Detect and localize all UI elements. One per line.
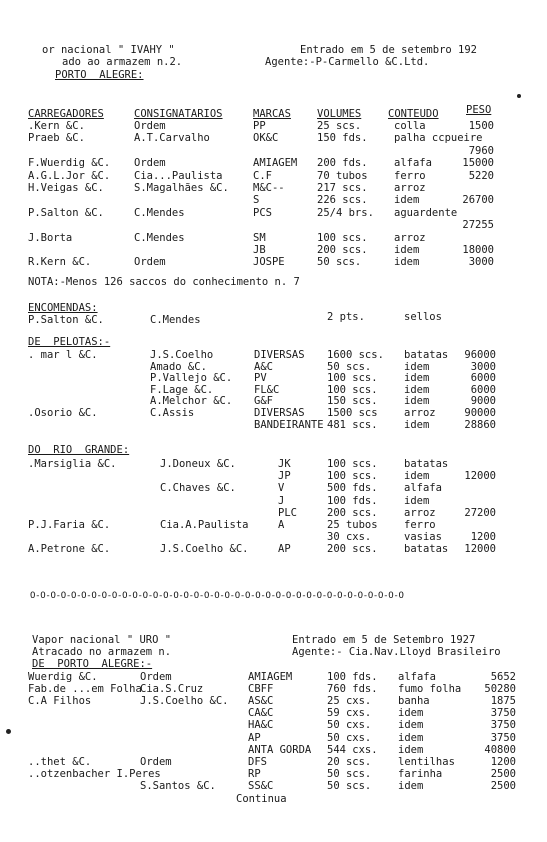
cell-volume: 70 tubos <box>317 169 368 182</box>
cell-content: arroz <box>404 506 436 519</box>
col-volumes: VOLUMES <box>317 108 362 120</box>
cell-consignee: S.Magalhães &C. <box>134 182 229 194</box>
cell-volume: 30 cxs. <box>327 531 372 544</box>
cell-consignee: Ordem <box>134 120 166 132</box>
continua-label: Continua <box>236 793 287 805</box>
cell-content: arroz <box>394 231 426 244</box>
cell-consignee: Ordem <box>140 671 172 683</box>
cell-content: vasias <box>404 531 442 544</box>
cell-shipper: .Kern &C. <box>28 120 85 132</box>
berth-line: ado ao armazem n.2. <box>62 56 183 68</box>
cell-content: arroz <box>404 407 436 419</box>
cell-content: idem <box>394 244 420 256</box>
cell-weight: 12000 <box>464 543 496 556</box>
cell-weight: 3000 <box>468 256 494 269</box>
cell-weight: 3750 <box>490 719 516 732</box>
cell-volume: 544 cxs. <box>327 743 378 756</box>
cell-volume: 50 cxs. <box>327 719 372 732</box>
cell-weight: 3750 <box>490 707 516 720</box>
cell-weight: 28860 <box>464 418 496 431</box>
cell-volume: 100 scs. <box>327 458 378 470</box>
cell-content: idem <box>404 470 430 483</box>
cell-consignee: J.Doneux &C. <box>160 458 236 470</box>
cell-volume: 50 scs. <box>327 360 372 373</box>
cell-mark: HA&C <box>248 719 274 732</box>
cell-shipper: ..thet &C. <box>28 755 92 768</box>
entry-date: Entrado em 5 de setembro 192 <box>300 44 478 56</box>
cell-volume: 150 scs. <box>327 395 378 408</box>
cell-weight: 2500 <box>490 779 516 792</box>
cell-consignee: S.Santos &C. <box>140 779 216 792</box>
cell-volume: 226 scs. <box>317 194 368 207</box>
cell-mark: DIVERSAS <box>254 407 305 419</box>
cell-shipper: .Marsiglia &C. <box>28 458 117 470</box>
origin-heading: PORTO ALEGRE: <box>55 69 144 81</box>
cell-weight: 2500 <box>490 767 516 780</box>
cell-weight: 15000 <box>462 157 494 170</box>
cell-content: batatas <box>404 458 449 470</box>
cell-content: alfafa <box>404 482 442 495</box>
encomendas-shipper: P.Salton &C. <box>28 314 104 326</box>
cell-mark: PCS <box>253 206 272 219</box>
cell-shipper: P.J.Faria &C. <box>28 519 111 531</box>
cell-consignee: Cia.S.Cruz <box>140 683 204 696</box>
cell-mark: RP <box>248 767 261 780</box>
cell-weight: 40800 <box>484 743 516 756</box>
cell-volume: 50 scs. <box>327 767 372 780</box>
cell-mark: JOSPE <box>253 256 285 269</box>
cell-consignee: J.S.Coelho &C. <box>140 695 229 708</box>
cell-volume: 25/4 brs. <box>317 206 374 219</box>
cell-consignee: Amado &C. <box>150 360 207 373</box>
entry-date-2: Entrado em 5 de Setembro 1927 <box>292 634 476 646</box>
cell-weight: 3750 <box>490 731 516 744</box>
cell-volume: 50 cxs. <box>327 731 372 744</box>
cell-mark: A <box>278 519 285 531</box>
cell-consignee: A.Melchor &C. <box>150 395 233 408</box>
cell-volume: 1500 scs <box>327 407 378 419</box>
cell-weight: 7960 <box>468 144 494 157</box>
cell-content: idem <box>398 719 424 732</box>
cell-mark: CBFF <box>248 683 274 696</box>
cell-weight: 1200 <box>470 531 496 544</box>
cell-shipper: Fab.de ...em Folha <box>28 683 142 696</box>
cell-weight: 6000 <box>470 383 496 396</box>
cell-volume: 200 scs. <box>317 244 368 256</box>
cell-weight: 27255 <box>462 219 494 232</box>
cell-content: idem <box>404 418 430 431</box>
cell-shipper: Praeb &C. <box>28 132 85 145</box>
cell-weight: 27200 <box>464 506 496 519</box>
cell-weight: 5652 <box>490 671 516 683</box>
cell-content: idem <box>404 360 430 373</box>
col-shippers: CARREGADORES <box>28 108 104 120</box>
cell-consignee: Cia.A.Paulista <box>160 519 249 531</box>
cell-mark: AMIAGEM <box>253 157 298 170</box>
cell-volume: 481 scs. <box>327 418 378 431</box>
cell-content: banha <box>398 695 430 708</box>
cell-shipper: A.Petrone &C. <box>28 543 111 556</box>
cell-mark: A&C <box>254 360 273 373</box>
cell-shipper: A.G.L.Jor &C. <box>28 169 111 182</box>
cell-shipper: C.A Filhos <box>28 695 92 708</box>
cell-content: palha ccpueire <box>394 132 483 145</box>
cell-mark: FL&C <box>254 383 280 396</box>
cell-mark: SM <box>253 231 266 244</box>
cell-consignee: Ordem <box>140 755 172 768</box>
cell-mark: M&C-- <box>253 182 285 194</box>
agent-line-2: Agente:- Cia.Nav.Lloyd Brasileiro <box>292 646 501 658</box>
encomendas-volume: 2 pts. <box>327 311 365 323</box>
cell-volume: 25 cxs. <box>327 695 372 708</box>
cell-mark: PLC <box>278 506 297 519</box>
cell-volume: 200 scs. <box>327 543 378 556</box>
cell-shipper: Wuerdig &C. <box>28 671 98 683</box>
cell-volume: 100 scs. <box>317 231 368 244</box>
cell-weight: 5220 <box>468 169 494 182</box>
cell-content: idem <box>398 731 424 744</box>
cell-content: idem <box>394 194 420 207</box>
cell-consignee: F.Lage &C. <box>150 383 214 396</box>
cell-consignee: P.Vallejo &C. <box>150 372 233 385</box>
cell-volume: 25 scs. <box>317 120 362 132</box>
cell-volume: 1600 scs. <box>327 349 384 361</box>
cell-mark: PP <box>253 120 266 132</box>
encomendas-heading: ENCOMENDAS: <box>28 302 98 314</box>
cell-content: batatas <box>404 349 449 361</box>
cell-mark: AP <box>278 543 291 556</box>
col-marks: MARCAS <box>253 108 291 120</box>
note-line: NOTA:-Menos 126 saccos do conhecimento n. 7 <box>28 276 300 288</box>
cell-weight: 9000 <box>470 395 496 408</box>
ink-dot <box>517 94 521 98</box>
cell-content: idem <box>404 494 430 507</box>
cell-shipper: . mar l &C. <box>28 349 98 361</box>
cell-content: farinha <box>398 767 443 780</box>
cell-consignee: Ordem <box>134 256 166 269</box>
cell-consignee: C.Mendes <box>134 206 185 219</box>
encomendas-consignee: C.Mendes <box>150 314 201 326</box>
vessel-name: or nacional " IVAHY " <box>42 44 175 56</box>
vessel-name-2: Vapor nacional " URO " <box>32 634 172 646</box>
cell-content: ferro <box>394 169 426 182</box>
cell-mark: JB <box>253 244 266 256</box>
cell-weight: 90000 <box>464 407 496 419</box>
cell-volume: 100 fds. <box>327 494 378 507</box>
cell-shipper: .Osorio &C. <box>28 407 98 419</box>
cell-mark: G&F <box>254 395 273 408</box>
cell-volume: 200 scs. <box>327 506 378 519</box>
cell-mark: ANTA GORDA <box>248 743 312 756</box>
cell-content: idem <box>404 395 430 408</box>
cell-weight: 50280 <box>484 683 516 696</box>
cell-shipper: H.Veigas &C. <box>28 182 104 194</box>
cell-consignee: J.S.Coelho &C. <box>160 543 249 556</box>
berth-line-2: Atracado no armazem n. <box>32 646 172 658</box>
cell-volume: 760 fds. <box>327 683 378 696</box>
cell-mark: AS&C <box>248 695 274 708</box>
cell-mark: J <box>278 494 285 507</box>
cell-mark: JK <box>278 458 291 470</box>
cell-content: idem <box>398 707 424 720</box>
cell-consignee: A.T.Carvalho <box>134 132 210 145</box>
cell-weight: 3000 <box>470 360 496 373</box>
cell-content: idem <box>404 372 430 385</box>
cell-mark: BANDEIRANTE <box>254 418 324 431</box>
cell-mark: OK&C <box>253 132 279 145</box>
cell-weight: 26700 <box>462 194 494 207</box>
cell-shipper: J.Borta <box>28 231 73 244</box>
cell-volume: 100 scs. <box>327 383 378 396</box>
cell-content: idem <box>404 383 430 396</box>
encomendas-content: sellos <box>404 311 442 323</box>
separator-line: O-O-O-O-O-O-O-O-O-O-O-O-O-O-O-O-O-O-O-O-O-O-O-O-O-O-O-O-O-O-O-O-O-O-O-O-O <box>30 591 404 601</box>
cell-weight: 18000 <box>462 244 494 256</box>
cell-weight: 1875 <box>490 695 516 708</box>
col-consignees: CONSIGNATARIOS <box>134 108 223 120</box>
cell-weight: 96000 <box>464 349 496 361</box>
cell-content: idem <box>398 743 424 756</box>
cell-consignee: Cia...Paulista <box>134 169 223 182</box>
cell-content: alfafa <box>398 671 436 683</box>
cell-volume: 500 fds. <box>327 482 378 495</box>
cell-volume: 20 scs. <box>327 755 372 768</box>
cell-weight: 6000 <box>470 372 496 385</box>
cell-volume: 100 scs. <box>327 372 378 385</box>
cell-content: aguardente <box>394 206 458 219</box>
cell-mark: PV <box>254 372 267 385</box>
cell-content: idem <box>398 779 424 792</box>
cell-content: colla <box>394 120 426 132</box>
cell-volume: 50 scs. <box>317 256 362 269</box>
cell-mark: CA&C <box>248 707 274 720</box>
cell-consignee: C.Assis <box>150 407 195 419</box>
cell-volume: 100 fds. <box>327 671 378 683</box>
cell-volume: 100 scs. <box>327 470 378 483</box>
col-weight: PESO <box>466 104 492 116</box>
col-contents: CONTEUDO <box>388 108 439 120</box>
cell-shipper: F.Wuerdig &C. <box>28 157 111 170</box>
cell-shipper: P.Salton &C. <box>28 206 104 219</box>
cell-content: batatas <box>404 543 449 556</box>
cell-consignee: C.Chaves &C. <box>160 482 236 495</box>
cell-mark: SS&C <box>248 779 274 792</box>
cell-content: idem <box>394 256 420 269</box>
cell-mark: V <box>278 482 285 495</box>
cell-mark: S <box>253 194 260 207</box>
cell-shipper: ..otzenbacher I.Peres <box>28 767 161 780</box>
cell-content: alfafa <box>394 157 432 170</box>
cell-volume: 200 fds. <box>317 157 368 170</box>
cell-content: arroz <box>394 182 426 194</box>
cell-mark: AP <box>248 731 261 744</box>
cell-mark: AMIAGEM <box>248 671 293 683</box>
cell-volume: 25 tubos <box>327 519 378 531</box>
pelotas-heading: DE PELOTAS:- <box>28 336 111 348</box>
cell-volume: 59 cxs. <box>327 707 372 720</box>
ink-dot-2 <box>6 729 11 734</box>
cell-consignee: J.S.Coelho <box>150 349 214 361</box>
cell-shipper: R.Kern &C. <box>28 256 92 269</box>
origin-heading-2: DE PORTO ALEGRE:- <box>32 658 153 670</box>
cell-weight: 1500 <box>468 120 494 132</box>
cell-mark: DFS <box>248 755 267 768</box>
cell-content: fumo folha <box>398 683 462 696</box>
cell-mark: DIVERSAS <box>254 349 305 361</box>
cell-volume: 50 scs. <box>327 779 372 792</box>
cell-consignee: Ordem <box>134 157 166 170</box>
cell-mark: C.F <box>253 169 272 182</box>
cell-weight: 1200 <box>490 755 516 768</box>
rio-grande-heading: DO RIO GRANDE: <box>28 444 130 456</box>
cell-consignee: C.Mendes <box>134 231 185 244</box>
cell-content: ferro <box>404 519 436 531</box>
cell-volume: 150 fds. <box>317 132 368 145</box>
cell-content: lentilhas <box>398 755 455 768</box>
cell-mark: JP <box>278 470 291 483</box>
agent-line: Agente:-P-Carmello &C.Ltd. <box>265 56 430 68</box>
cell-weight: 12000 <box>464 470 496 483</box>
cell-volume: 217 scs. <box>317 182 368 194</box>
